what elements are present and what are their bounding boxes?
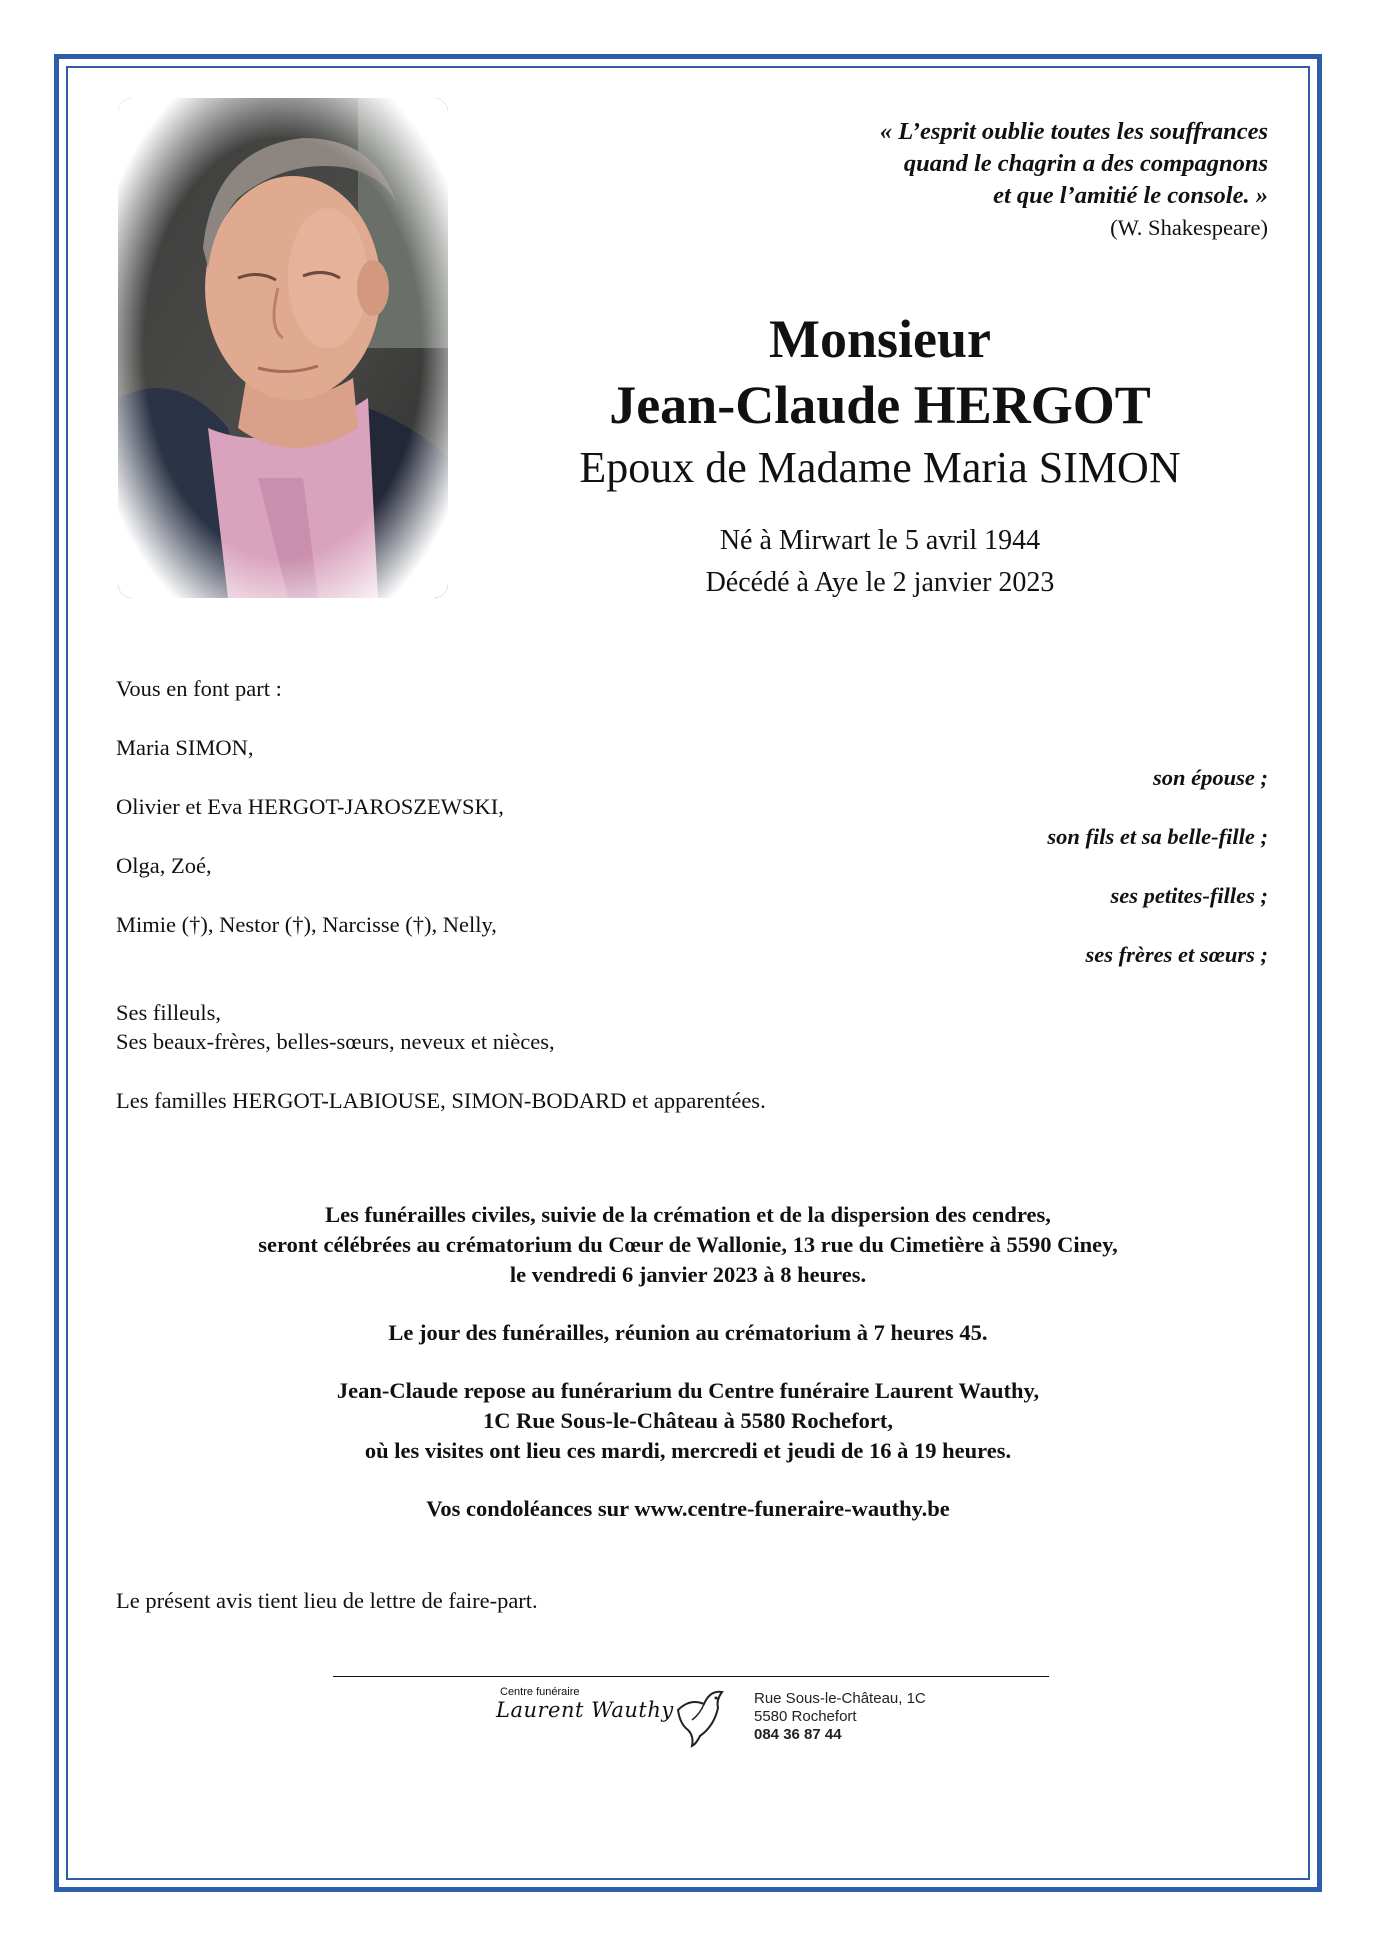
- quote-line-1: « L’esprit oublie toutes les souffrances: [879, 118, 1268, 145]
- family-member-3: Olga, Zoé,: [116, 853, 212, 878]
- quote-line-3: et que l’amitié le console. »: [993, 182, 1268, 209]
- death-line: Décédé à Aye le 2 janvier 2023: [705, 567, 1055, 598]
- deceased-header: [440, 306, 1320, 604]
- family-relation-1: son épouse ;: [1152, 765, 1268, 790]
- ceremony-line-1: Les funérailles civiles, suivie de la crémation et de la dispersion des cendres,: [325, 1202, 1051, 1227]
- funeral-home-address: [754, 1690, 926, 1744]
- address-street: Rue Sous-le-Château, 1C: [754, 1690, 926, 1707]
- funeral-paragraph-funerarium: [120, 1376, 1256, 1466]
- condolences-line: Vos condoléances sur www.centre-funeraire-wauthy.be: [426, 1496, 950, 1521]
- funeral-paragraph-ceremony: [120, 1200, 1256, 1290]
- family-member-4: Mimie (†), Nestor (†), Narcisse (†), Nelly,: [116, 912, 497, 937]
- funeral-paragraph-meeting: Le jour des funérailles, réunion au crématorium à 7 heures 45.: [388, 1320, 988, 1345]
- quote-line-2: quand le chagrin a des compagnons: [903, 150, 1268, 177]
- honorific: Monsieur: [769, 309, 991, 369]
- quote-author: (W. Shakespeare): [1110, 215, 1268, 240]
- filleuls-line: Ses filleuls,: [116, 1000, 221, 1025]
- deceased-name: Jean-Claude HERGOT: [609, 375, 1151, 435]
- family-relation-2: son fils et sa belle-fille ;: [1047, 824, 1268, 849]
- family-member-1: Maria SIMON,: [116, 735, 254, 760]
- spouse-line: Epoux de Madame Maria SIMON: [579, 443, 1181, 492]
- families-line: Les familles HERGOT-LABIOUSE, SIMON-BODARD et apparentées.: [116, 1088, 766, 1113]
- funeral-home-logo: [496, 1686, 676, 1742]
- portrait-photo: [118, 98, 448, 598]
- in-laws-line: Ses beaux-frères, belles-sœurs, neveux et nièces,: [116, 1029, 555, 1054]
- notice-line: Le présent avis tient lieu de lettre de faire-part.: [116, 1588, 538, 1613]
- funeral-details: [120, 1200, 1256, 1552]
- address-phone: 084 36 87 44: [754, 1726, 842, 1743]
- funerarium-line-3: où les visites ont lieu ces mardi, mercredi et jeudi de 16 à 19 heures.: [364, 1438, 1012, 1463]
- family-relation-3: ses petites-filles ;: [1110, 883, 1268, 908]
- dove-icon: [670, 1680, 730, 1755]
- family-member-2: Olivier et Eva HERGOT-JAROSZEWSKI,: [116, 794, 504, 819]
- logo-small-text: Centre funéraire: [500, 1686, 580, 1698]
- funerarium-line-2: 1C Rue Sous-le-Château à 5580 Rochefort,: [483, 1408, 893, 1433]
- funerarium-line-1: Jean-Claude repose au funérarium du Centre funéraire Laurent Wauthy,: [336, 1378, 1040, 1403]
- address-city: 5580 Rochefort: [754, 1708, 857, 1725]
- footer-divider: [333, 1676, 1049, 1677]
- ceremony-line-3: le vendredi 6 janvier 2023 à 8 heures.: [509, 1262, 867, 1287]
- family-relation-4: ses frères et sœurs ;: [1085, 942, 1268, 967]
- birth-line: Né à Mirwart le 5 avril 1944: [719, 525, 1041, 556]
- family-intro: Vous en font part :: [116, 676, 282, 701]
- life-dates: [440, 520, 1320, 604]
- logo-script-text: Laurent Wauthy: [496, 1698, 674, 1722]
- shakespeare-quote: [648, 116, 1268, 244]
- ceremony-line-2: seront célébrées au crématorium du Cœur de Wallonie, 13 rue du Cimetière à 5590 Ciney,: [258, 1232, 1118, 1257]
